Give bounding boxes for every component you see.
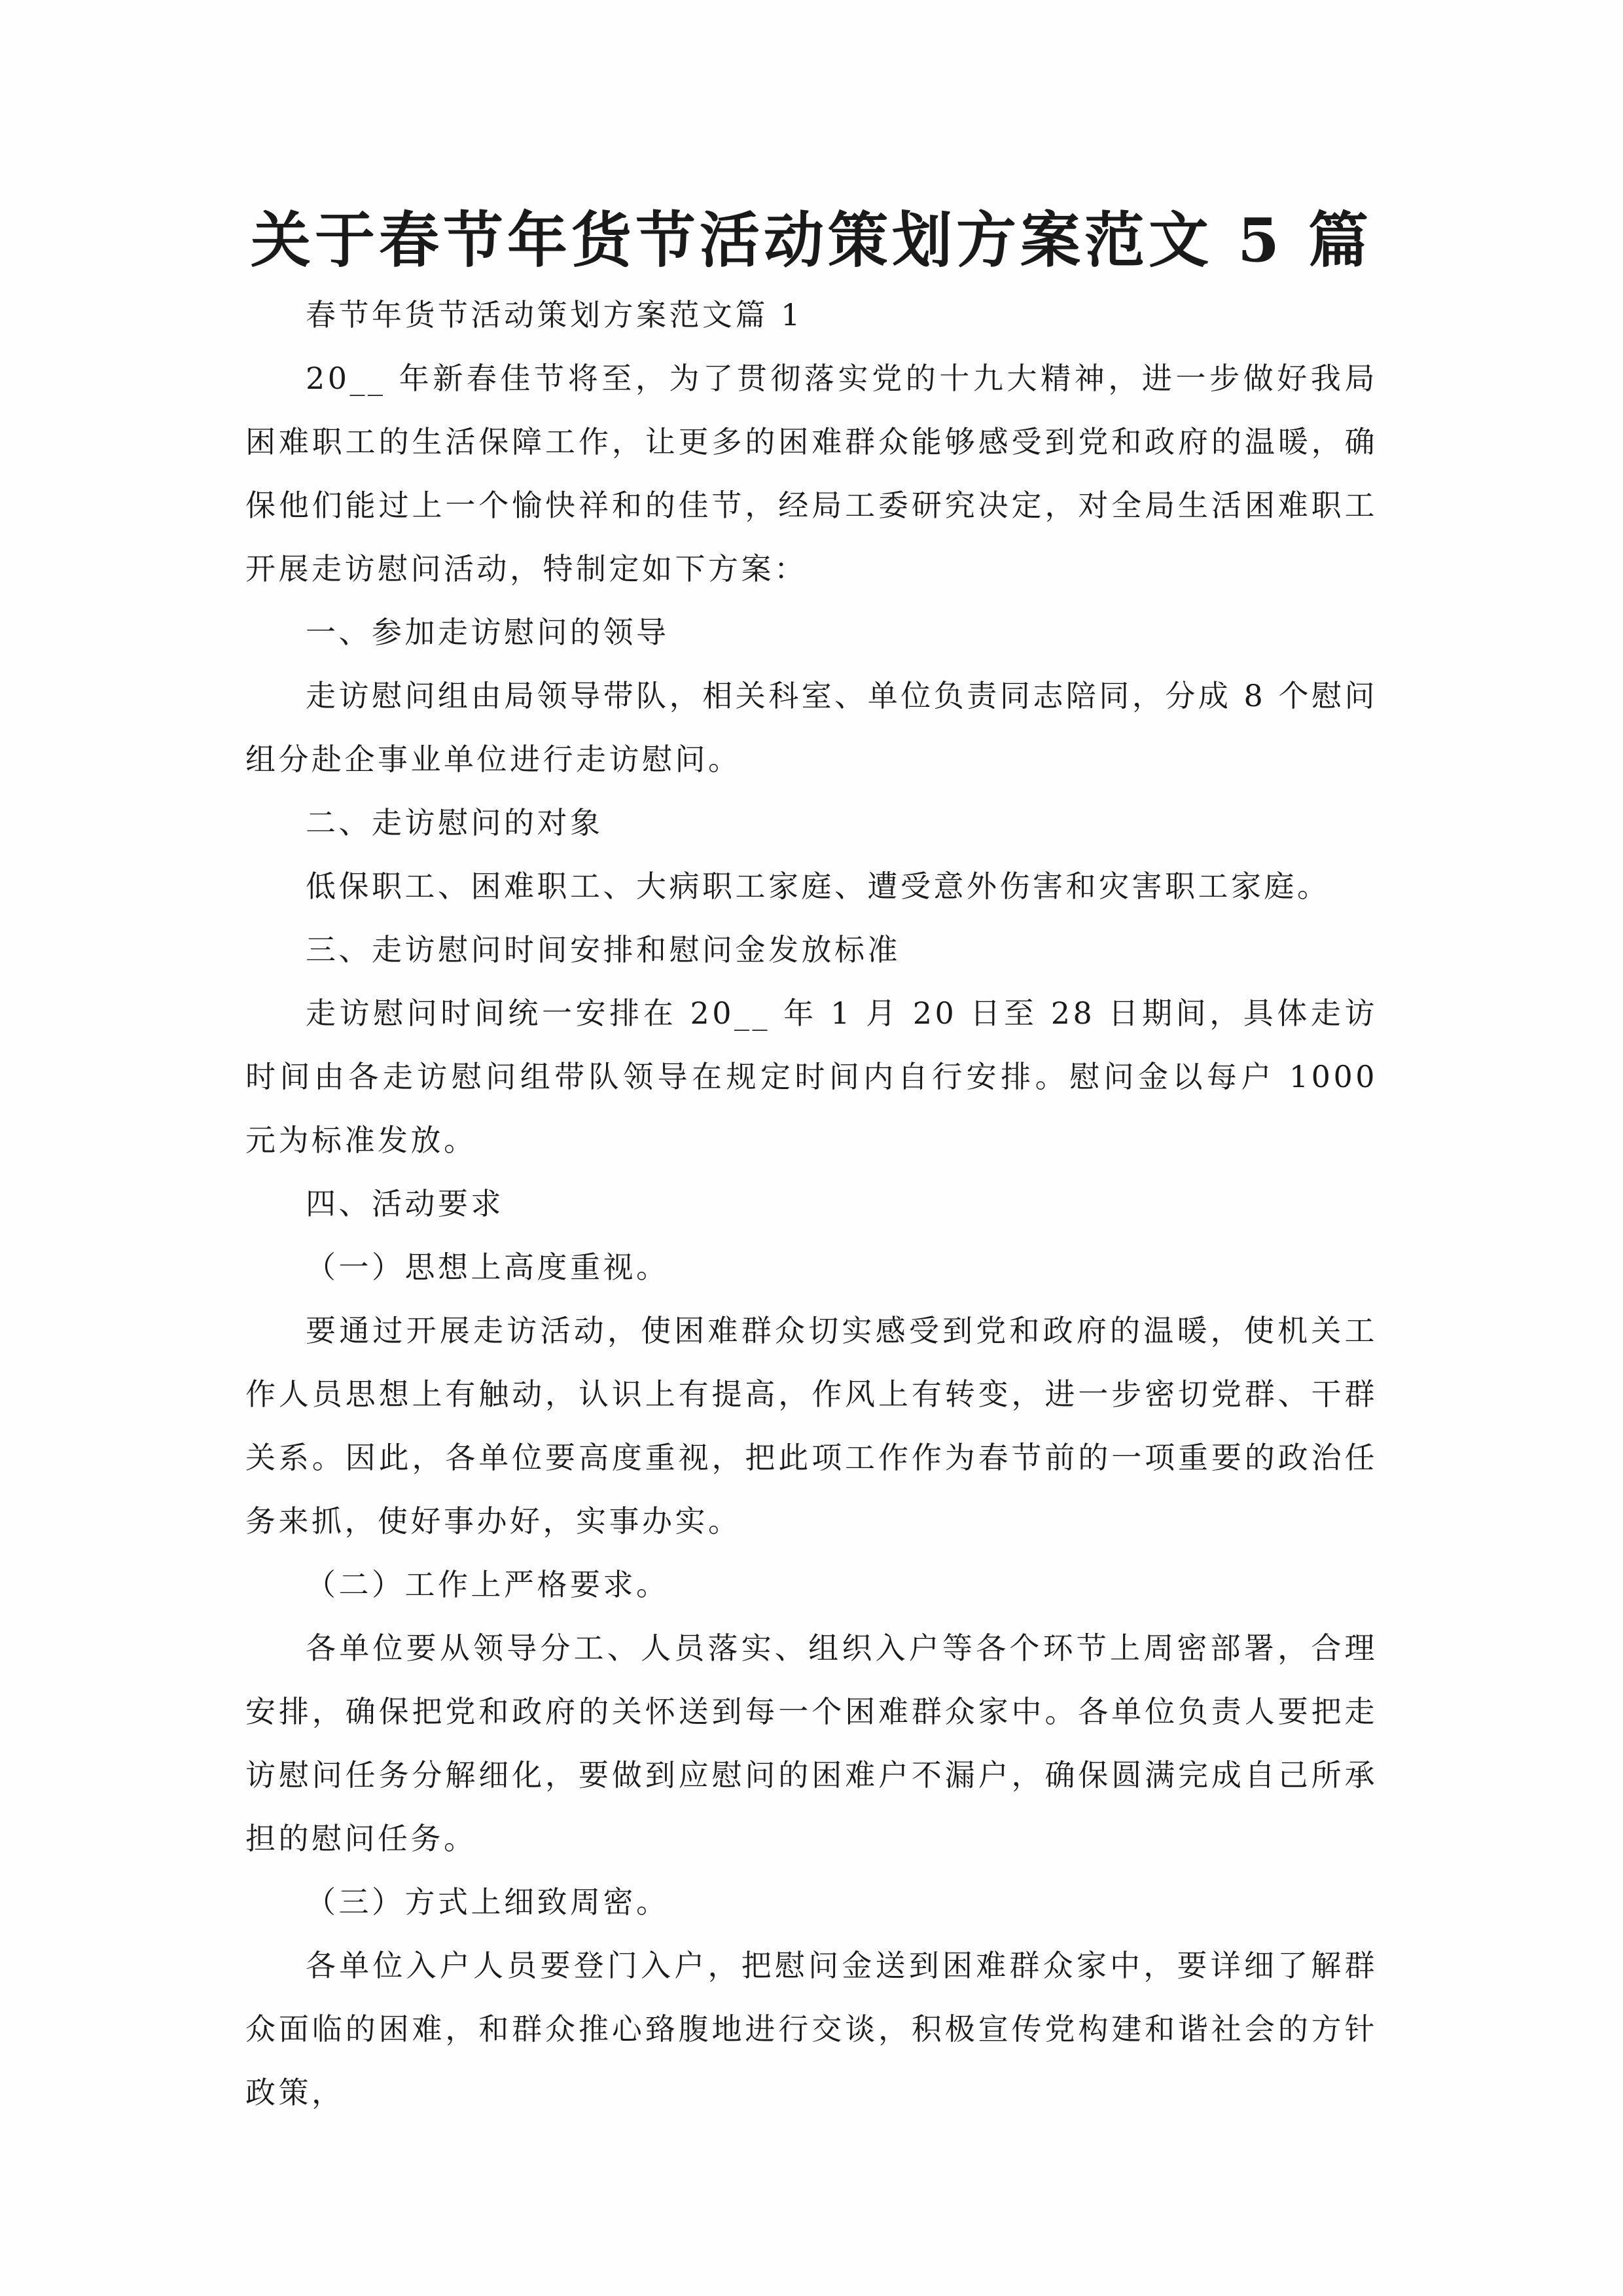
document-body <box>245 283 1378 2125</box>
paragraph: 低保职工、困难职工、大病职工家庭、遭受意外伤害和灾害职工家庭。 <box>306 869 1330 904</box>
paragraph: 走访慰问组由局领导带队，相关科室、单位负责同志陪同，分成 8 个慰问组分赴企事业单位进行走访慰问。 <box>245 678 1378 777</box>
paragraph: （一）思想上高度重视。 <box>306 1249 669 1285</box>
paragraph: （二）工作上严格要求。 <box>306 1567 669 1602</box>
paragraph: 各单位要从领导分工、人员落实、组织入户等各个环节上周密部署，合理安排，确保把党和政府的关怀送到每一个困难群众家中。各单位负责人要把走访慰问任务分解细化，要做到应慰问的困难户不漏户，确保圆满完成自己所承担的慰问任务。 <box>245 1630 1378 1856</box>
paragraph: 各单位入户人员要登门入户，把慰问金送到困难群众家中，要详细了解群众面临的困难，和群众推心臵腹地进行交谈，积极宣传党构建和谐社会的方针政策， <box>245 1948 1378 2110</box>
paragraph: （三）方式上细致周密。 <box>306 1884 669 1920</box>
paragraph: 走访慰问时间统一安排在 20__ 年 1 月 20 日至 28 日期间，具体走访时间由各走访慰问组带队领导在规定时间内自行安排。慰问金以每户 1000 元为标准发放。 <box>245 996 1378 1158</box>
paragraph: 二、走访慰问的对象 <box>306 805 603 840</box>
document-title: 关于春节年货节活动策划方案范文 5 篇 <box>250 205 1373 276</box>
paragraph: 四、活动要求 <box>306 1186 504 1221</box>
paragraph: 三、走访慰问时间安排和慰问金发放标准 <box>306 932 901 967</box>
paragraph: 20__ 年新春佳节将至，为了贯彻落实党的十九大精神，进一步做好我局困难职工的生活保障工作，让更多的困难群众能够感受到党和政府的温暖，确保他们能过上一个愉快祥和的佳节，经局工委研究决定，对全局生活困难职工开展走访慰问活动，特制定如下方案： <box>245 361 1378 586</box>
paragraph: 春节年货节活动策划方案范文篇 1 <box>306 297 803 332</box>
paragraph: 一、参加走访慰问的领导 <box>306 615 669 650</box>
paragraph: 要通过开展走访活动，使困难群众切实感受到党和政府的温暖，使机关工作人员思想上有触动，认识上有提高，作风上有转变，进一步密切党群、干群关系。因此，各单位要高度重视，把此项工作作为春节前的一项重要的政治任务来抓，使好事办好，实事办实。 <box>245 1313 1378 1539</box>
